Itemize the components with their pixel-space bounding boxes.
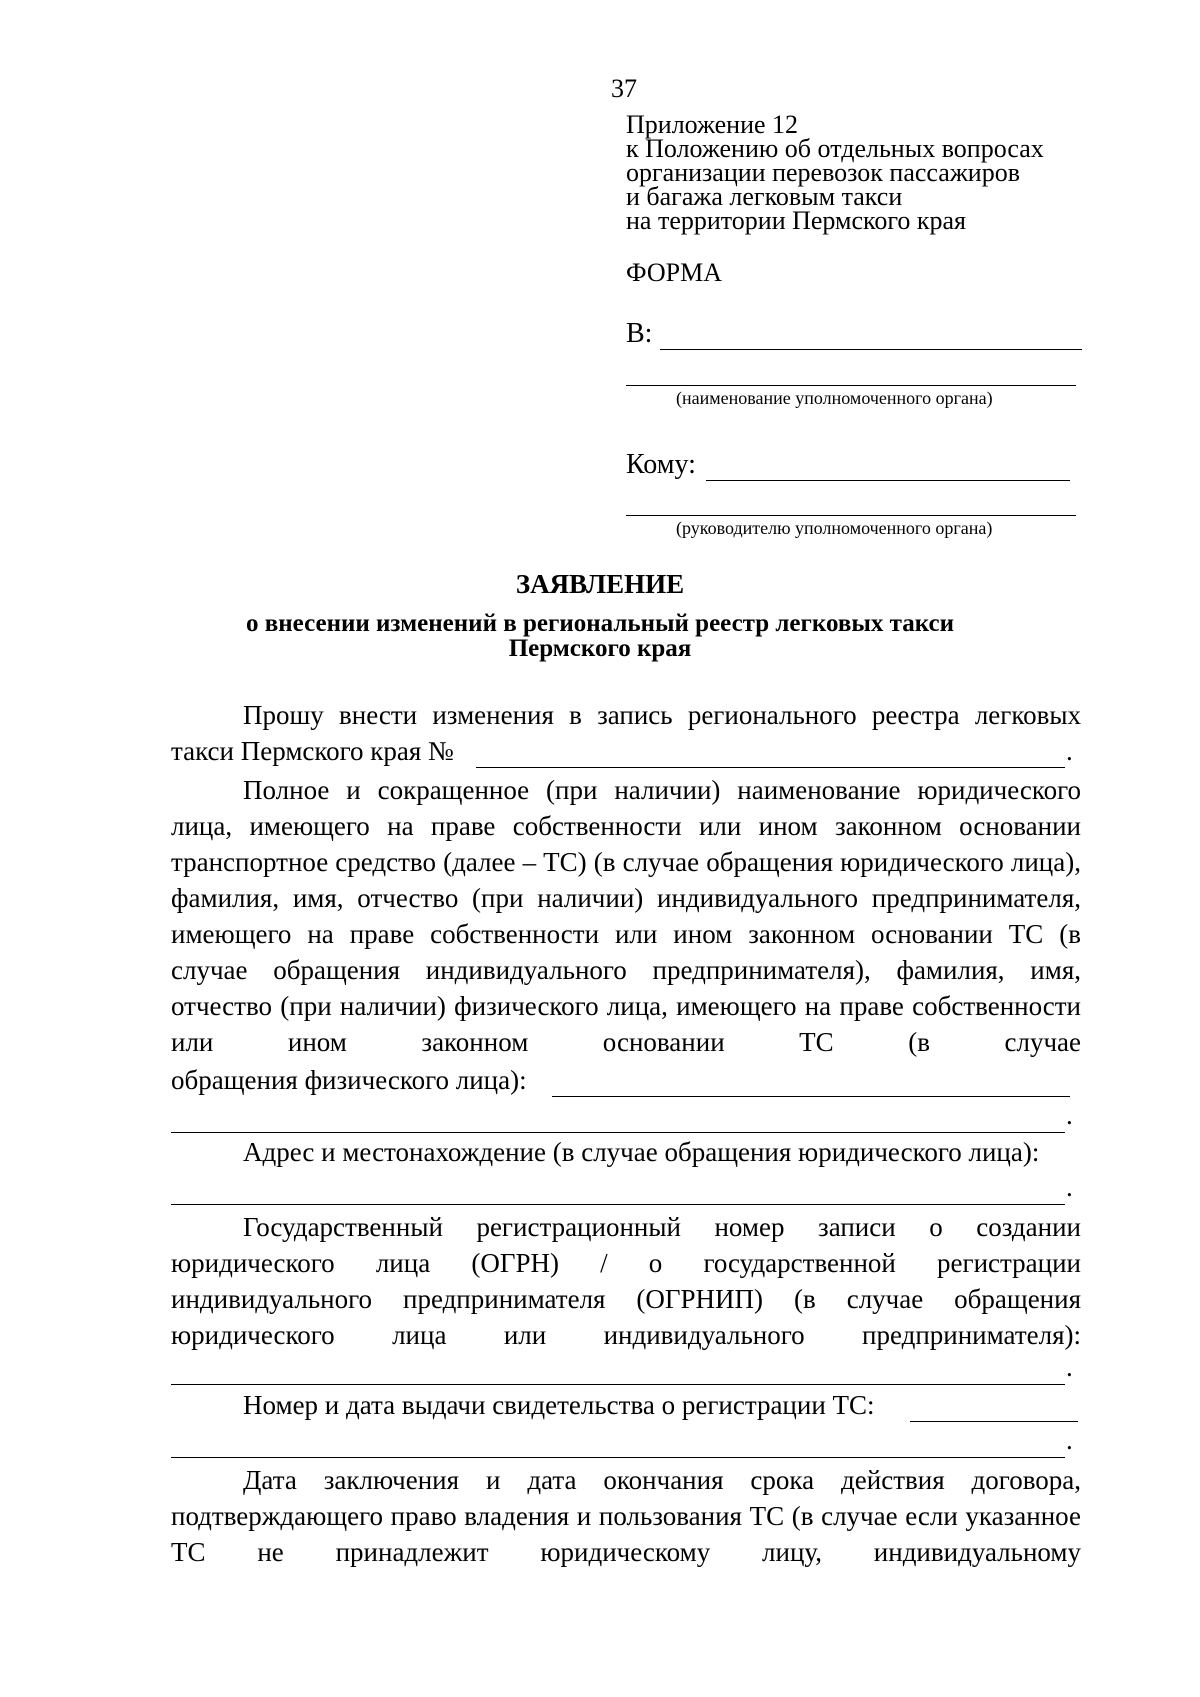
certificate-label: Номер и дата выдачи свидетельства о регистрации ТС: xyxy=(243,1390,875,1420)
period: . xyxy=(1066,1172,1073,1202)
fullname-field-line2[interactable] xyxy=(171,1132,1065,1133)
registry-number-field[interactable] xyxy=(476,767,1065,768)
appendix-header xyxy=(626,110,1044,235)
address-field[interactable] xyxy=(171,1204,1065,1205)
document-subtitle-line1: о внесении изменений в региональный реестр легковых такси xyxy=(246,610,954,637)
to-head-label: Кому: xyxy=(626,449,696,480)
to-organ-caption: (наименование уполномоченного органа) xyxy=(676,388,993,408)
contract-paragraph: Дата заключения и дата окончания срока действия договора, подтверждающего право владения и пользования ТС (в случае если указанное ТС не принадлежит юридическому лицу, индивидуальному xyxy=(171,1465,1081,1567)
to-organ-label: В: xyxy=(626,318,653,349)
certificate-field-line1[interactable] xyxy=(910,1421,1078,1422)
fullname-paragraph-last: обращения физического лица): xyxy=(171,1065,527,1095)
appendix-line: Приложение 12 xyxy=(626,110,799,139)
appendix-line: организации перевозок пассажиров xyxy=(626,158,1020,187)
page-number: 37 xyxy=(611,74,637,103)
period: . xyxy=(1066,1425,1073,1455)
address-label: Адрес и местонахождение (в случае обращения юридического лица): xyxy=(243,1137,1040,1167)
appendix-line: и багажа легковым такси xyxy=(626,182,903,211)
to-organ-field-line2[interactable] xyxy=(626,385,1076,386)
request-line2: такси Пермского края № xyxy=(171,736,454,766)
document-subtitle-line2: Пермского края xyxy=(508,635,692,662)
to-head-field-line1[interactable] xyxy=(706,480,1070,481)
forma-label: ФОРМА xyxy=(626,258,722,287)
to-organ-field-line1[interactable] xyxy=(660,349,1082,350)
period: . xyxy=(1066,1100,1073,1130)
document-title: ЗАЯВЛЕНИЕ xyxy=(515,569,685,599)
appendix-line: на территории Пермского края xyxy=(626,206,966,235)
ogrn-paragraph: Государственный регистрационный номер записи о создании юридического лица (ОГРН) / о государственной регистрации индивидуального предпринимателя (ОГРНИП) (в случае обращения юридического лица или индивидуального предпринимателя): xyxy=(171,1212,1081,1350)
certificate-field-line2[interactable] xyxy=(171,1457,1065,1458)
period: . xyxy=(1066,736,1073,766)
fullname-field-line1[interactable] xyxy=(552,1096,1070,1097)
ogrn-field[interactable] xyxy=(171,1384,1065,1385)
to-head-field-line2[interactable] xyxy=(626,515,1076,516)
appendix-line: к Положению об отдельных вопросах xyxy=(626,134,1044,163)
request-line1: Прошу внести изменения в запись регионального реестра легковых xyxy=(243,700,1081,730)
fullname-paragraph: Полное и сокращенное (при наличии) наименование юридического лица, имеющего на праве собственности или ином законном основании транспортное средство (далее – ТС) (в случае обращения юридического лица), фамилия, имя, отчество (при наличии) индивидуального предпринимателя, имеющего на праве собственности или ином законном основании ТС (в случае обращения индивидуального предпринимателя), фамилия, имя, отчество (при наличии) физического лица, имеющего на праве собственности или ином законном основании ТС (в случае xyxy=(171,775,1081,1057)
to-head-caption: (руководителю уполномоченного органа) xyxy=(676,518,993,538)
period: . xyxy=(1066,1352,1073,1382)
